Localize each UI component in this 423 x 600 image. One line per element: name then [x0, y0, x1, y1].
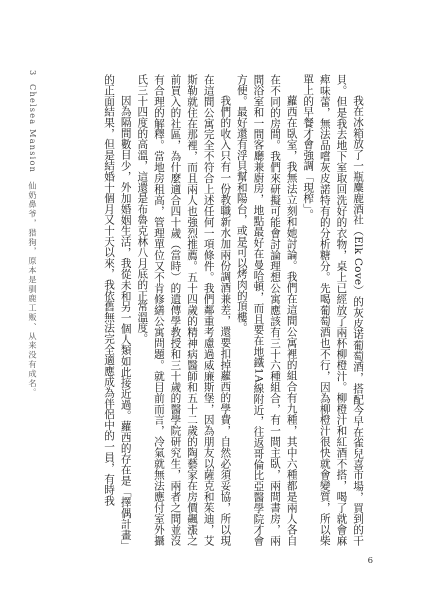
paragraph: 蘿西在臥室，我無法立刻和她討論。我們在這間公寓裡的組合有九種，其中六種都是兩人各自在不同的房間。我們來研擬可能會討論理想公寓應該有三十六種組合，有一間主臥，兩間書房，兩間浴室和一間客廳兼廚房，地點最好在曼哈頓，而且要在地鐵1A線附近，往返哥倫比亞醫學院才會方便。最好還有浮貝幫和陽台，或是可以烤肉的頂樓。 — [235, 74, 298, 546]
body-text — [48, 74, 366, 546]
paragraph: 因為隔間數目少，外加婚姻生活，我從未和另一個人類如此接近過。蘿西的存在是「擇偶計畫」的正面結果，但是結婚十個月又十天以來，我依舊無法完全適應成為伴侶中的一員，有時我 — [103, 74, 132, 546]
header-number: 3 — [28, 70, 38, 77]
paragraph: 我在冰箱放了一瓶麋鹿酒社（Elk Cove）的灰皮诺葡萄酒，搭配今早在雀兒喜市場，買到的干貝。但是我去地下室取回洗好的衣物，桌上已經放了兩杯柳橙汁。柳橙汁和紅酒不搭，喝了就會麻痺味蕾，無法品嚐灰皮諾特有的分析糖分。先喝葡萄酒也不行，因為柳橙汁很快就會變質，所以柴單上的早餐才會強調「現榨」。 — [302, 74, 364, 546]
running-header — [28, 70, 39, 398]
paragraph: 我們的收入只有一份教職新水加兩份調酒兼差，還要扣掉蘿西的學費，自然必須妥協，所以現在這間公寓完全不符合上述任何一項條件。我們鄰重考慮過威廉斯堡，因為朋友以薩克和茱迪，艾斯勒就住在那裡，而且兩人也強烈推薦。五十四歲的精神病醫師和五十二歲的陶藝家在房價飆漲之前買入的社區，為什麼適合四十歲（當時）的遺傳學教授和三十歲的醫學院研究生，兩者之間並沒有合理的解釋。當地房租高，管理單位又不肯修繕公寓問題。就目前而言，冷氣就無法應付室外攝氏三十四度的高溫，這還是布魯克林八月底的正常溫度。 — [136, 74, 232, 546]
header-chapter-title: 仙奶鼻爷，猎狗，原本是驯鹿工贩、从来没有成名。 — [28, 181, 38, 398]
header-book-title: Chelsea Mansion — [28, 84, 38, 174]
page-number: 6 — [367, 556, 373, 566]
